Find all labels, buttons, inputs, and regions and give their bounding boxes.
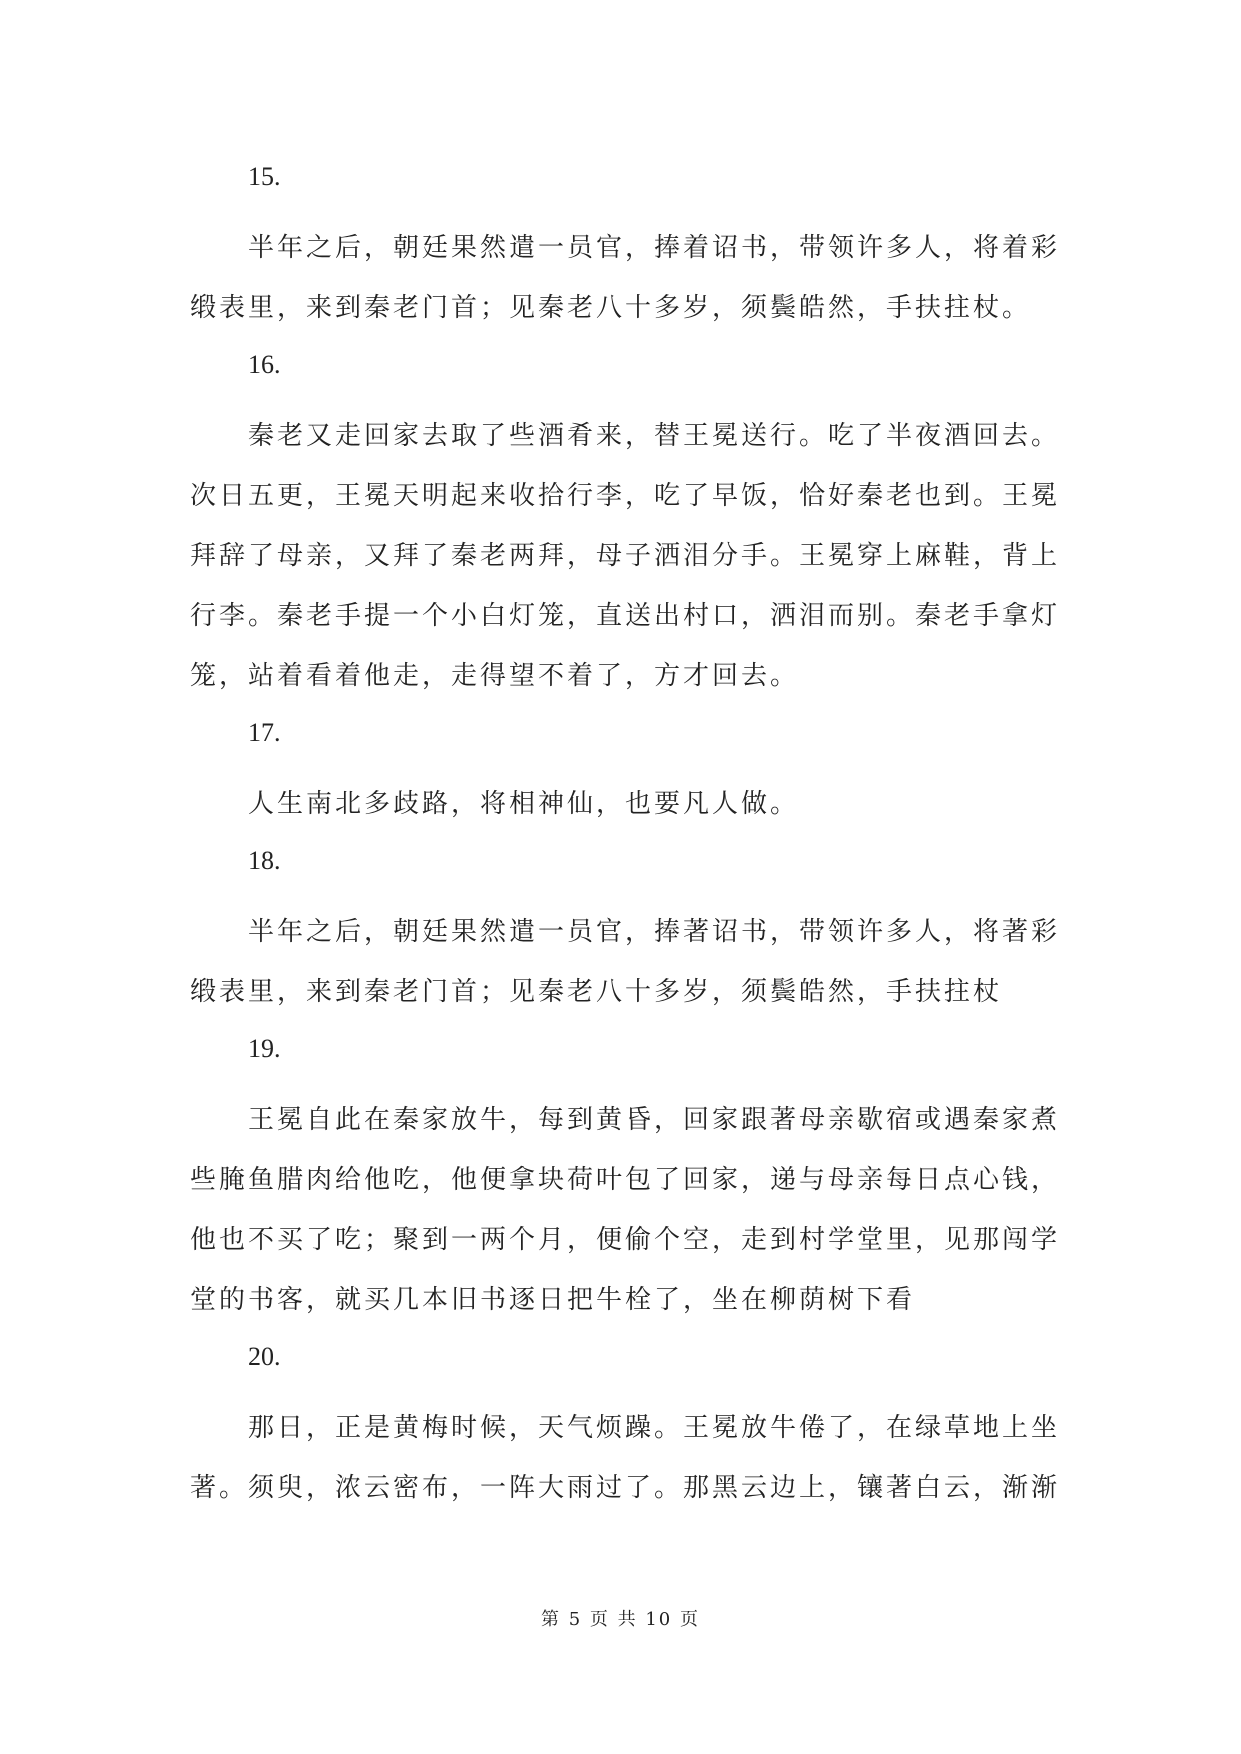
page-footer (0, 1608, 1241, 1632)
document-body (190, 158, 1060, 1526)
entry-number: 15. (248, 162, 281, 191)
entry-number: 20. (248, 1342, 281, 1371)
entry-paragraph: 王冕自此在秦家放牛，每到黄昏，回家跟著母亲歇宿或遇秦家煮些腌鱼腊肉给他吃，他便拿块荷叶包了回家，递与母亲每日点心钱，他也不买了吃；聚到一两个月，便偷个空，走到村学堂里，见那闯学堂的书客，就买几本旧书逐日把牛栓了，坐在柳荫树下看 (190, 1105, 1061, 1315)
entry-paragraph: 半年之后，朝廷果然遣一员官，捧著诏书，带领许多人，将著彩缎表里，来到秦老门首；见秦老八十多岁，须鬓皓然，手扶拄杖 (190, 917, 1061, 1007)
page-number-label: 第 5 页 共 10 页 (541, 1609, 700, 1630)
entry-19 (190, 1030, 1060, 1330)
entry-number: 19. (248, 1034, 281, 1063)
entry-15 (190, 158, 1060, 338)
entry-17 (190, 714, 1060, 834)
entry-number: 17. (248, 718, 281, 747)
entry-paragraph: 那日，正是黄梅时候，天气烦躁。王冕放牛倦了，在绿草地上坐著。须臾，浓云密布，一阵大雨过了。那黑云边上，镶著白云，渐渐 (190, 1413, 1061, 1503)
entry-number: 18. (248, 846, 281, 875)
entry-paragraph: 秦老又走回家去取了些酒肴来，替王冕送行。吃了半夜酒回去。次日五更，王冕天明起来收拾行李，吃了早饭，恰好秦老也到。王冕拜辞了母亲，又拜了秦老两拜，母子洒泪分手。王冕穿上麻鞋，背上行李。秦老手提一个小白灯笼，直送出村口，洒泪而别。秦老手拿灯笼，站着看着他走，走得望不着了，方才回去。 (190, 421, 1061, 691)
entry-18 (190, 842, 1060, 1022)
entry-20 (190, 1338, 1060, 1518)
entry-16 (190, 346, 1060, 706)
entry-paragraph: 人生南北多歧路，将相神仙，也要凡人做。 (248, 789, 800, 819)
entry-number: 16. (248, 350, 281, 379)
entry-paragraph: 半年之后，朝廷果然遣一员官，捧着诏书，带领许多人，将着彩缎表里，来到秦老门首；见秦老八十多岁，须鬓皓然，手扶拄杖。 (190, 233, 1061, 323)
